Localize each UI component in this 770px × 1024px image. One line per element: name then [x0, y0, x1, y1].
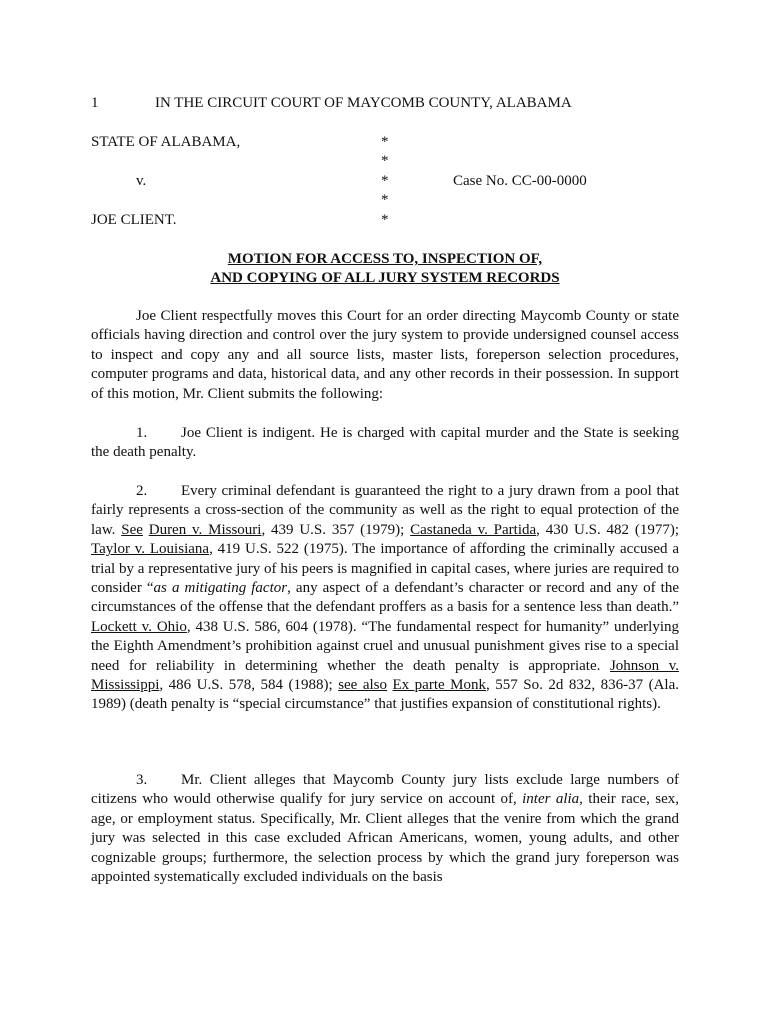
paragraph-2 — [91, 482, 679, 715]
caption-star: * — [381, 153, 389, 169]
signal-see: See — [121, 521, 143, 538]
paragraph-text: , 557 So. 2d 832, 836-37 (Ala. 1989) (death penalty is “special circumstance” that justifies expansion of constitutional rights). — [91, 677, 679, 713]
caption-star: * — [381, 134, 389, 150]
caption-star: * — [381, 173, 389, 189]
versus: v. — [136, 173, 147, 189]
plaintiff-name: STATE OF ALABAMA, — [91, 134, 241, 150]
citation-castaneda: Castaneda v. Partida — [410, 521, 537, 538]
line-number: 1 — [91, 95, 99, 111]
paragraph-text: , any aspect of a defendant’s character or record and any of the circumstances of the offense that the defendant proffers as a basis for a sentence less than death.” — [91, 580, 679, 616]
paragraph-number: 3. — [136, 772, 148, 788]
motion-title-line-2: AND COPYING OF ALL JURY SYSTEM RECORDS — [210, 270, 560, 286]
court-heading: IN THE CIRCUIT COURT OF MAYCOMB COUNTY, ALABAMA — [155, 95, 572, 111]
motion-title — [91, 250, 679, 288]
paragraph-text: Joe Client is indigent. He is charged with capital murder and the State is seeking the death penalty. — [91, 425, 679, 461]
citation-lockett: Lockett v. Ohio — [91, 618, 187, 635]
paragraph-1 — [91, 424, 679, 463]
motion-title-line-1: MOTION FOR ACCESS TO, INSPECTION OF, — [227, 251, 543, 267]
citation-duren: Duren v. Missouri — [148, 521, 262, 538]
paragraph-text: , 419 U.S. 522 (1975). The importance of affording the criminally accused a trial by a representative jury of his peers is magnified in capital cases, where juries are required to consider “ — [91, 541, 679, 597]
paragraph-number: 1. — [136, 425, 148, 441]
citation-taylor: Taylor v. Louisiana — [91, 541, 210, 558]
signal-see-also: see also — [338, 677, 388, 694]
emphasis-text: as a mitigating factor — [153, 580, 288, 597]
paragraph-text: , their race, sex, age, or employment status. Specifically, Mr. Client alleges that the venire from which the grand jury was selected in this case excluded African Americans, women, young adults, and other cognizable groups; furthermore, the selection process by which the grand jury foreperson was appointed systematically excluded individuals on the basis — [91, 791, 679, 886]
emphasis-text: inter alia — [522, 791, 580, 808]
defendant-name: JOE CLIENT. — [91, 212, 177, 228]
paragraph-text: , 439 U.S. 357 (1979); — [261, 521, 411, 538]
case-number: Case No. CC-00-0000 — [453, 173, 587, 189]
citation-monk: Ex parte Monk — [392, 677, 486, 694]
citation-johnson: Johnson v. Mississippi — [91, 657, 679, 694]
caption-star: * — [381, 192, 389, 208]
paragraph-text: , 430 U.S. 482 (1977); — [536, 521, 679, 538]
paragraph-text: , 438 U.S. 586, 604 (1978). “The fundamental respect for humanity” underlying the Eighth Amendment’s prohibition against cruel and unusual punishment gives rise to a special need for reliability in determining whether the death penalty is appropriate. — [91, 618, 679, 674]
paragraph-text: , 486 U.S. 578, 584 (1988); — [159, 677, 339, 694]
paragraph-text: Every criminal defendant is guaranteed the right to a jury drawn from a pool that fairly represents a cross-section of the community as well as the right to equal protection of the law. — [91, 483, 679, 538]
intro-text: Joe Client respectfully moves this Court for an order directing Maycomb County or state officials having direction and control over the jury system to provide undersigned counsel access to inspect and copy any and all source lists, master lists, foreperson selection procedures, computer programs and data, historical data, and any other records in their possession. In support of this motion, Mr. Client submits the following: — [91, 308, 679, 402]
paragraph-text: Mr. Client alleges that Maycomb County jury lists exclude large numbers of citizens who would otherwise qualify for jury service on account of, — [91, 772, 679, 808]
caption-star: * — [381, 212, 389, 228]
intro-paragraph — [91, 307, 679, 404]
paragraph-3 — [91, 771, 679, 887]
paragraph-number: 2. — [136, 483, 148, 499]
